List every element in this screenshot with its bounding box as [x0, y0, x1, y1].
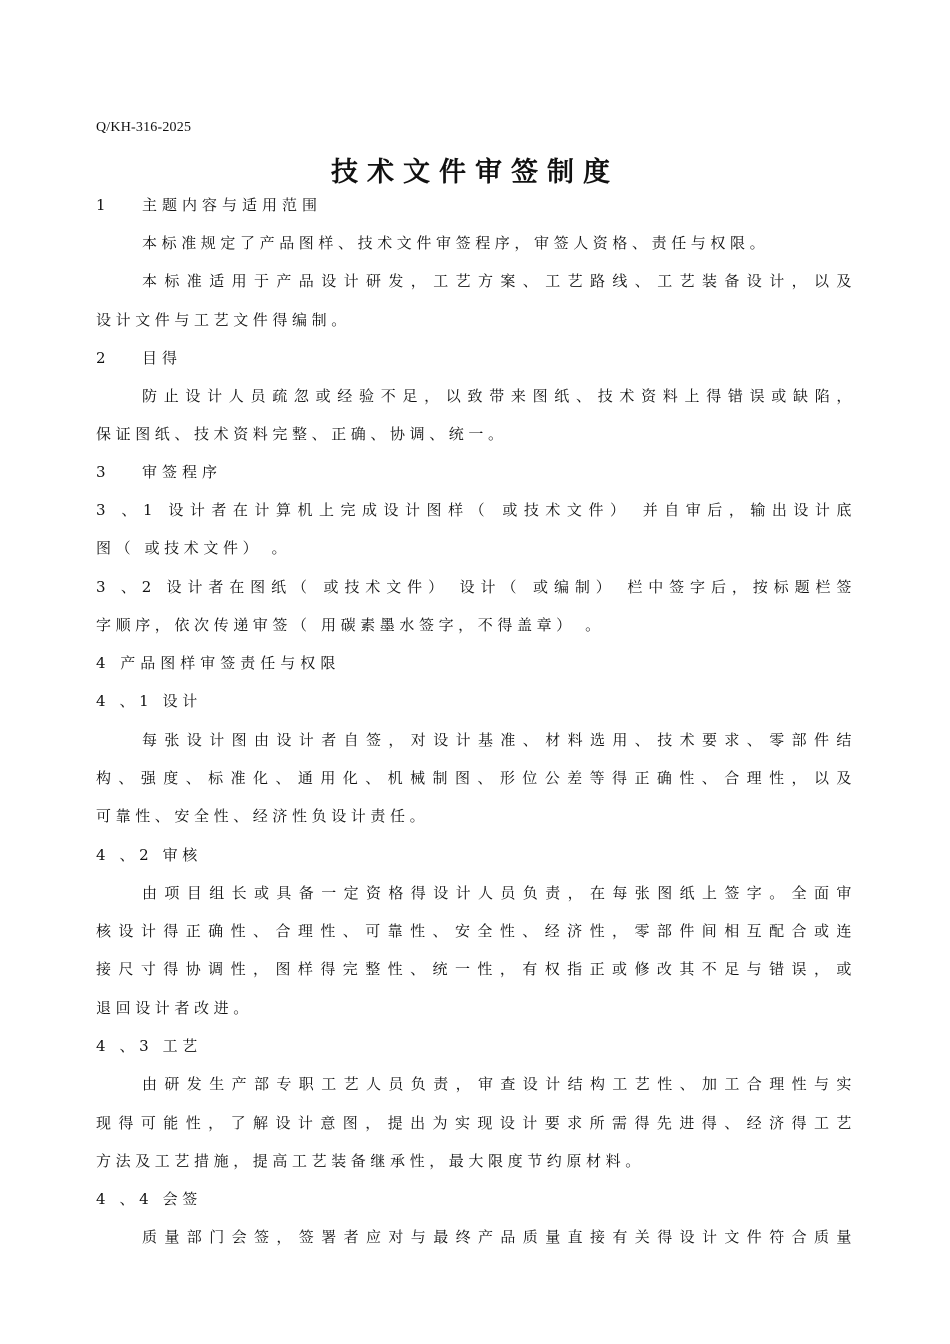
section-title: 审签程序 [142, 463, 223, 481]
document-code: Q/KH-316-2025 [96, 120, 192, 135]
paragraph-line: 图（ 或技术文件） 。 [96, 539, 292, 557]
paragraph-line: 设计文件与工艺文件得编制。 [96, 311, 351, 329]
paragraph-line: 核设计得正确性、合理性、可靠性、安全性、经济性，零部件间相互配合或连 [96, 922, 856, 940]
section-number: 2 [96, 349, 106, 367]
section-heading-3 [96, 462, 856, 482]
paragraph-line: 可靠性、安全性、经济性负设计责任。 [96, 807, 430, 825]
subsection-heading: 4 、1 设计 [96, 692, 202, 710]
paragraph-line: 防止设计人员疏忽或经验不足，以致带来图纸、技术资料上得错误或缺陷， [142, 387, 856, 405]
paragraph-line: 质量部门会签，签署者应对与最终产品质量直接有关得设计文件符合质量 [142, 1228, 856, 1246]
subsection-heading: 4 、3 工艺 [96, 1037, 202, 1055]
paragraph-line: 3 、2 设计者在图纸（ 或技术文件） 设计（ 或编制） 栏中签字后，按标题栏签 [96, 578, 856, 596]
paragraph-line: 本标准规定了产品图样、技术文件审签程序，审签人资格、责任与权限。 [142, 234, 770, 252]
document-title: 技术文件审签制度 [331, 157, 619, 188]
paragraph-line: 接尺寸得协调性，图样得完整性、统一性，有权指正或修改其不足与错误，或 [96, 960, 856, 978]
subsection-heading: 4 、4 会签 [96, 1190, 202, 1208]
paragraph-line: 现得可能性，了解设计意图，提出为实现设计要求所需得先进得、经济得工艺 [96, 1114, 856, 1132]
paragraph-line: 由项目组长或具备一定资格得设计人员负责，在每张图纸上签字。全面审 [142, 884, 856, 902]
paragraph-line: 每张设计图由设计者自签，对设计基准、材料选用、技术要求、零部件结 [142, 731, 856, 749]
section-heading-1 [96, 195, 856, 215]
section-heading-4: 4 产品图样审签责任与权限 [96, 654, 341, 672]
section-title: 目得 [142, 349, 183, 367]
section-heading-2 [96, 348, 856, 368]
paragraph-line: 由研发生产部专职工艺人员负责，审查设计结构工艺性、加工合理性与实 [142, 1075, 856, 1093]
paragraph-line: 构、强度、标准化、通用化、机械制图、形位公差等得正确性、合理性，以及 [96, 769, 856, 787]
paragraph-line: 方法及工艺措施，提高工艺装备继承性，最大限度节约原材料。 [96, 1152, 645, 1170]
section-number: 1 [96, 196, 106, 214]
paragraph-line: 字顺序，依次传递审签（ 用碳素墨水签字，不得盖章） 。 [96, 616, 605, 634]
section-number: 3 [96, 463, 106, 481]
paragraph-line: 3 、1 设计者在计算机上完成设计图样（ 或技术文件） 并自审后，输出设计底 [96, 501, 856, 519]
paragraph-line: 本标准适用于产品设计研发，工艺方案、工艺路线、工艺装备设计，以及 [142, 272, 856, 290]
paragraph-line: 退回设计者改进。 [96, 999, 253, 1017]
paragraph-line: 保证图纸、技术资料完整、正确、协调、统一。 [96, 425, 508, 443]
subsection-heading: 4 、2 审核 [96, 846, 202, 864]
section-title: 主题内容与适用范围 [142, 196, 323, 214]
